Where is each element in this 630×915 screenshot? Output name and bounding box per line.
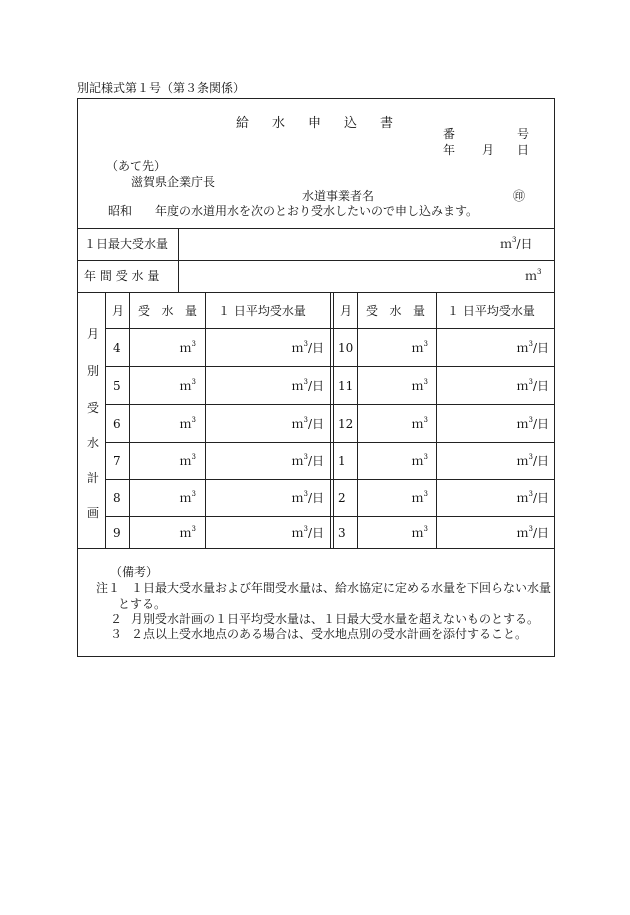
addressee-name: 滋賀県企業庁長	[131, 175, 216, 189]
month-cell: 1	[338, 454, 346, 468]
max-daily-unit: ｍ$^3$/日	[500, 236, 533, 251]
month-cell: 3	[338, 526, 346, 540]
request-text: 年度の水道用水を次のとおり受水したいので申し込みます。	[155, 204, 479, 218]
number-suffix: 号	[517, 127, 530, 141]
divider	[105, 366, 555, 367]
title-char: 水	[272, 116, 286, 131]
month-cell: 6	[113, 417, 121, 431]
note-3-number: ３	[110, 627, 123, 641]
title-char: 込	[344, 116, 358, 131]
divider	[77, 228, 555, 229]
daily-avg-unit: ｍ$^3$/日	[516, 378, 549, 393]
month-cell: 8	[113, 491, 121, 505]
note-1-text: １日最大受水量および年間受水量は、給水協定に定める水量を下回らない水量	[131, 581, 552, 595]
month-cell: 11	[338, 379, 354, 393]
daily-avg-unit: ｍ$^3$/日	[516, 340, 549, 355]
note-2-text: 月別受水計画の１日平均受水量は、１日最大受水量を超えないものとする。	[131, 612, 540, 626]
addressee-label: （あて先）	[106, 159, 167, 173]
daily-avg-unit: ｍ$^3$/日	[291, 378, 324, 393]
divider	[105, 292, 106, 548]
date-month: 月	[482, 143, 495, 157]
divider	[105, 442, 555, 443]
daily-avg-unit: ｍ$^3$/日	[516, 490, 549, 505]
divider	[105, 516, 555, 517]
col-header-volume: 受 水 量	[138, 304, 197, 318]
side-label-char: 月	[87, 327, 100, 341]
month-cell: 5	[113, 379, 121, 393]
title-char: 書	[380, 116, 394, 131]
date-year: 年	[443, 143, 456, 157]
side-label-char: 受	[87, 401, 100, 415]
volume-unit: ｍ$^3$	[179, 525, 196, 540]
daily-avg-unit: ｍ$^3$/日	[291, 525, 324, 540]
annual-unit: ｍ$^3$	[525, 268, 542, 283]
col-header-volume: 受 水 量	[366, 304, 425, 318]
divider	[77, 292, 555, 293]
month-cell: 7	[113, 454, 121, 468]
daily-avg-unit: ｍ$^3$/日	[291, 453, 324, 468]
volume-unit: ｍ$^3$	[411, 490, 428, 505]
side-label-char: 別	[87, 364, 100, 378]
note-2-number: ２	[110, 612, 123, 626]
month-cell: 4	[113, 341, 121, 355]
month-cell: 9	[113, 526, 121, 540]
side-label-char: 計	[87, 471, 100, 485]
side-label-char: 画	[87, 506, 100, 520]
annual-label-char: 受	[115, 269, 128, 283]
month-cell: 2	[338, 491, 346, 505]
max-daily-label: １日最大受水量	[84, 237, 169, 251]
note-3-text: ２点以上受水地点のある場合は、受水地点別の受水計画を添付すること。	[131, 627, 528, 641]
divider	[105, 479, 555, 480]
daily-avg-unit: ｍ$^3$/日	[291, 340, 324, 355]
divider	[178, 228, 179, 292]
divider	[77, 548, 555, 549]
month-cell: 12	[338, 417, 354, 431]
volume-unit: ｍ$^3$	[179, 340, 196, 355]
divider	[77, 260, 555, 261]
date-day: 日	[517, 143, 530, 157]
col-header-daily-avg: １ 日平均受水量	[218, 304, 306, 318]
form-number-note: 別記様式第１号（第３条関係）	[77, 81, 246, 95]
annual-label	[84, 270, 159, 282]
month-cell: 10	[338, 341, 354, 355]
volume-unit: ｍ$^3$	[411, 416, 428, 431]
title-char: 申	[308, 116, 322, 131]
daily-avg-unit: ｍ$^3$/日	[516, 525, 549, 540]
title-char: 給	[236, 116, 250, 131]
volume-unit: ｍ$^3$	[411, 453, 428, 468]
note-1-prefix: 注１	[96, 581, 121, 595]
daily-avg-unit: ｍ$^3$/日	[516, 416, 549, 431]
col-header-daily-avg: １ 日平均受水量	[447, 304, 535, 318]
annual-label-char: 間	[99, 269, 112, 283]
applicant-label: 水道事業者名	[302, 189, 375, 203]
seal-mark: ㊞	[513, 189, 526, 203]
remarks-label: （備考）	[110, 565, 159, 579]
col-header-month: 月	[340, 304, 353, 318]
divider	[333, 292, 334, 548]
daily-avg-unit: ｍ$^3$/日	[291, 490, 324, 505]
col-header-month: 月	[112, 304, 125, 318]
volume-unit: ｍ$^3$	[411, 340, 428, 355]
note-1-continuation: とする。	[118, 597, 167, 611]
volume-unit: ｍ$^3$	[179, 378, 196, 393]
era-label: 昭和	[108, 204, 133, 218]
daily-avg-unit: ｍ$^3$/日	[516, 453, 549, 468]
volume-unit: ｍ$^3$	[179, 490, 196, 505]
volume-unit: ｍ$^3$	[179, 416, 196, 431]
volume-unit: ｍ$^3$	[411, 525, 428, 540]
annual-label-char: 年	[84, 269, 97, 283]
volume-unit: ｍ$^3$	[179, 453, 196, 468]
divider	[330, 292, 331, 548]
divider	[105, 404, 555, 405]
annual-label-char: 水	[131, 269, 144, 283]
annual-label-char: 量	[147, 269, 160, 283]
volume-unit: ｍ$^3$	[411, 378, 428, 393]
side-label-char: 水	[87, 436, 100, 450]
number-label: 番	[443, 127, 456, 141]
divider	[105, 328, 555, 329]
daily-avg-unit: ｍ$^3$/日	[291, 416, 324, 431]
